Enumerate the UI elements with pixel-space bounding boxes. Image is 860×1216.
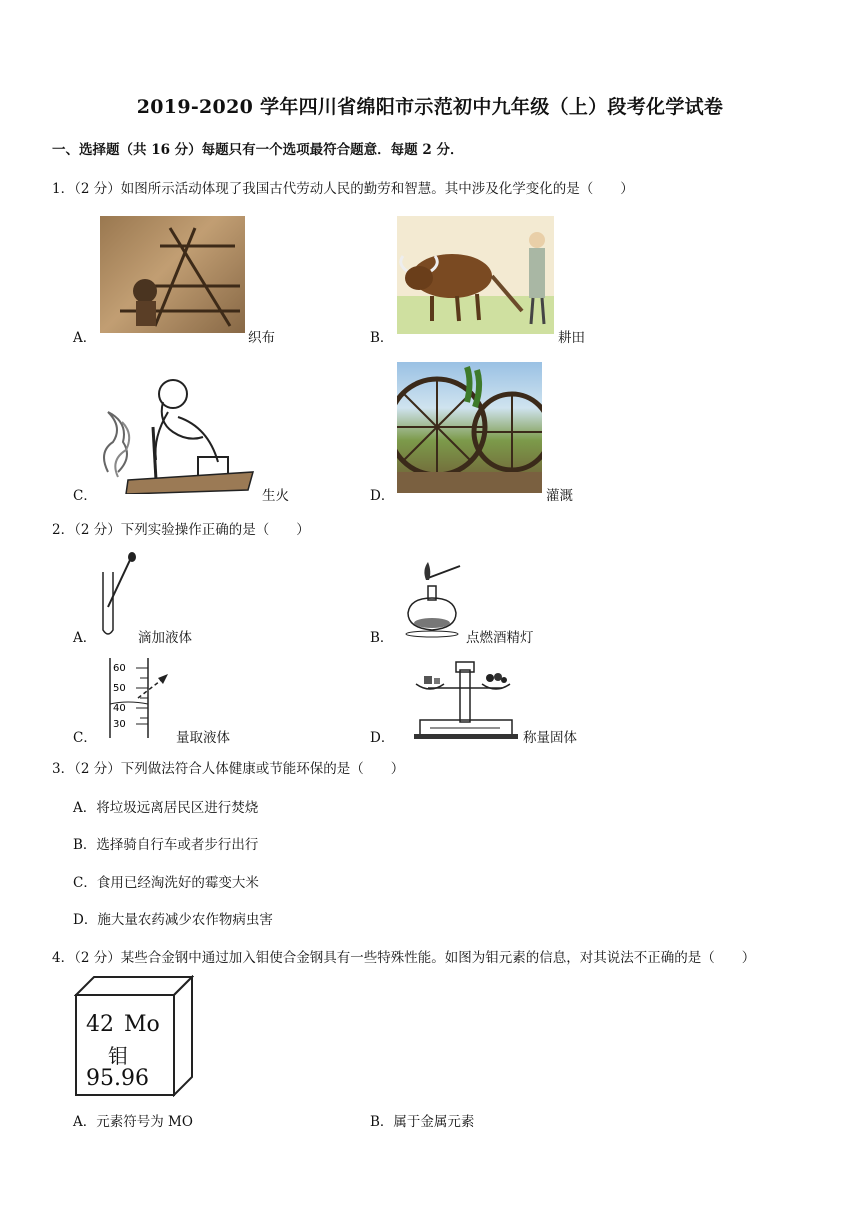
q3-option-b: B．选择骑自行车或者步行出行	[73, 837, 259, 853]
weaving-loom-illustration	[100, 216, 245, 333]
plowing-image	[397, 216, 554, 334]
q2-option-c-caption: 量取液体	[176, 730, 230, 746]
tick-label-30: 30	[113, 719, 126, 730]
q2-option-d-letter: D．	[370, 730, 395, 746]
tick-label-50: 50	[113, 683, 126, 694]
q2-option-b-caption: 点燃酒精灯	[466, 630, 534, 646]
q3-option-a: A．将垃圾远离居民区进行焚烧	[73, 800, 259, 816]
q2-option-a-caption: 滴加液体	[138, 630, 192, 646]
q3-option-d: D．施大量农药减少农作物病虫害	[73, 912, 273, 928]
element-symbol: Mo	[124, 1012, 160, 1037]
ox-plowing-illustration	[397, 216, 554, 334]
q1-option-d-caption: 灌溉	[546, 488, 573, 504]
section-heading: 一、选择题（共 16 分）每题只有一个选项最符合题意．每题 2 分．	[52, 142, 464, 158]
graduated-cylinder-image	[108, 658, 173, 738]
question-3-stem: 3．（2 分）下列做法符合人体健康或节能环保的是（ ）	[52, 761, 405, 777]
page-title: 2019-2020 学年四川省绵阳市示范初中九年级（上）段考化学试卷	[136, 96, 724, 118]
balance-image	[410, 658, 520, 740]
dropper-into-tube-illustration	[100, 552, 140, 638]
irrigation-image	[397, 362, 542, 493]
dropper-test-tube-image	[100, 552, 140, 638]
element-atomic-mass: 95.96	[86, 1066, 149, 1091]
q1-option-b-letter: B．	[370, 330, 394, 346]
fire-making-image	[98, 372, 258, 494]
q4-option-b: B．属于金属元素	[370, 1114, 475, 1130]
q1-option-b-caption: 耕田	[558, 330, 585, 346]
element-name: 钼	[108, 1044, 128, 1068]
weaving-image	[100, 216, 245, 333]
tick-label-40: 40	[113, 703, 126, 714]
question-2-stem: 2．（2 分）下列实验操作正确的是（ ）	[52, 522, 310, 538]
q2-option-c-letter: C．	[73, 730, 97, 746]
alcohol-lamp-image	[398, 558, 468, 638]
waterwheel-illustration	[397, 362, 542, 493]
question-1-stem: 1．（2 分）如图所示活动体现了我国古代劳动人民的勤劳和智慧。其中涉及化学变化的是（ ）	[52, 181, 634, 197]
fire-making-illustration	[98, 372, 258, 494]
q1-option-a-letter: A．	[73, 330, 97, 346]
q1-option-c-letter: C．	[73, 488, 97, 504]
weighing-balance-illustration	[410, 658, 520, 740]
question-4-stem: 4．（2 分）某些合金钢中通过加入钼使合金钢具有一些特殊性能。如图为钼元素的信息，对其说法不正确的是（ ）	[52, 950, 756, 966]
q1-option-c-caption: 生火	[262, 488, 289, 504]
q2-option-d-caption: 称量固体	[523, 730, 577, 746]
lighting-alcohol-lamp-illustration	[398, 558, 468, 638]
measuring-cylinder-illustration	[108, 658, 173, 738]
tick-label-60: 60	[113, 663, 126, 674]
q1-option-a-caption: 织布	[248, 330, 275, 346]
q1-option-d-letter: D．	[370, 488, 395, 504]
q4-option-a: A．元素符号为 MO	[73, 1114, 193, 1130]
q2-option-b-letter: B．	[370, 630, 394, 646]
element-atomic-number: 42	[86, 1012, 114, 1037]
q3-option-c: C．食用已经淘洗好的霉变大米	[73, 875, 259, 891]
q2-option-a-letter: A．	[73, 630, 97, 646]
